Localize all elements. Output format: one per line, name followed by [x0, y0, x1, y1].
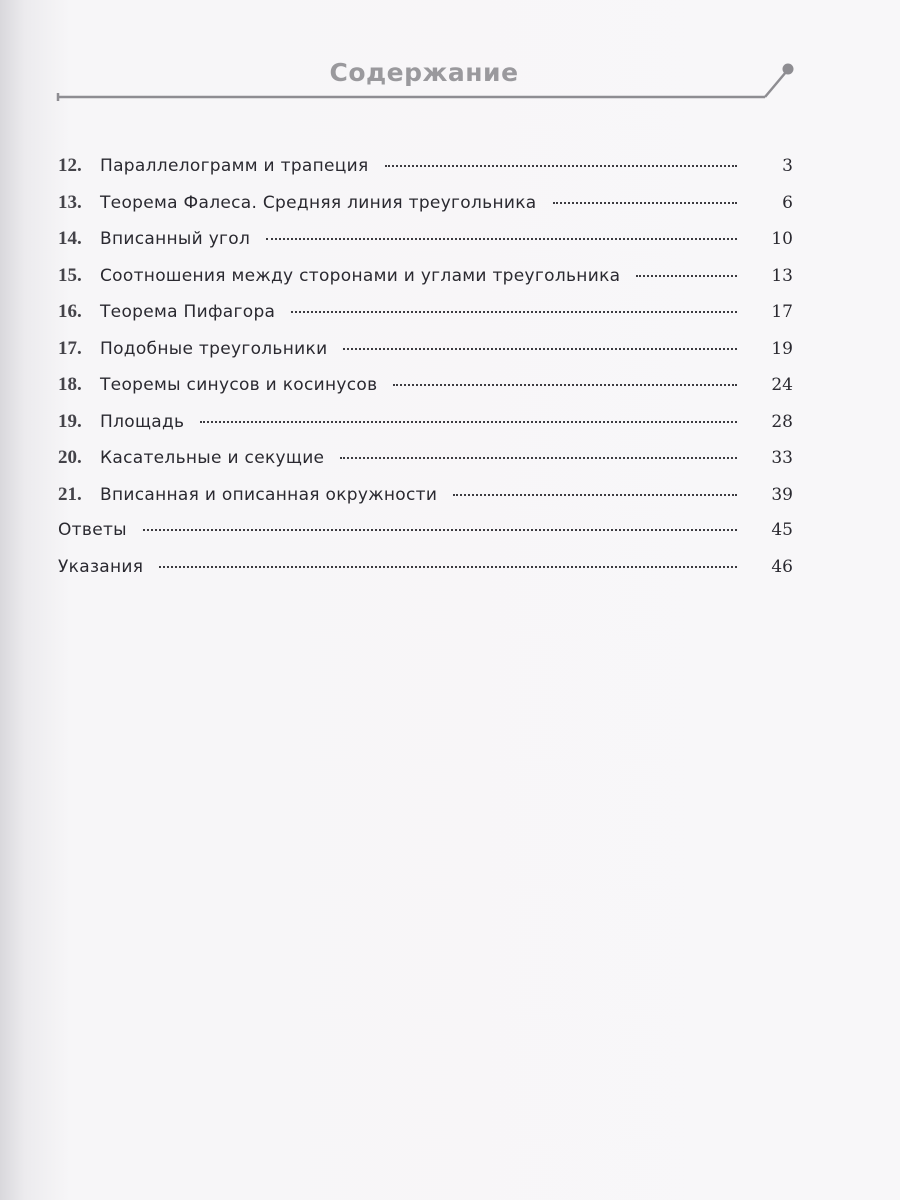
toc-entry-number: 17.	[58, 337, 82, 359]
toc-entry-page-number: 6	[782, 192, 793, 213]
page-header	[0, 0, 900, 130]
dot-leader	[343, 348, 737, 350]
toc-entry[interactable]	[58, 374, 793, 411]
toc-entry-page-number: 17	[771, 302, 793, 322]
toc-entry-title: Площадь	[100, 411, 185, 432]
toc-entry[interactable]	[58, 338, 793, 375]
toc-entry-title: Вписанный угол	[100, 229, 251, 249]
toc-entry-page-number: 45	[771, 520, 793, 540]
toc-entry-number: 14.	[58, 228, 82, 249]
toc-entry-page-number: 13	[771, 265, 793, 286]
toc-entry-page-number: 46	[771, 556, 793, 577]
toc-entry-title: Теоремы синусов и косинусов	[100, 375, 378, 395]
dot-leader	[159, 566, 737, 568]
toc-entry-title: Теорема Пифагора	[100, 302, 276, 322]
toc-entry[interactable]	[58, 155, 793, 192]
toc-entry-page-number: 39	[771, 484, 793, 505]
toc-entry-number: 18.	[58, 374, 82, 395]
page-title: Содержание	[329, 58, 519, 87]
table-of-contents	[58, 155, 793, 593]
toc-entry-title: Вписанная и описанная окружности	[100, 484, 438, 505]
toc-entry[interactable]	[58, 557, 793, 594]
toc-entry[interactable]	[58, 411, 793, 448]
toc-entry-page-number: 33	[771, 448, 793, 468]
toc-entry-title: Параллелограмм и трапеция	[100, 156, 369, 176]
toc-entry[interactable]	[58, 520, 793, 557]
dot-leader	[340, 457, 737, 459]
toc-entry-page-number: 28	[771, 411, 793, 432]
toc-entry-page-number: 3	[782, 156, 793, 176]
toc-entry-number: 21.	[58, 483, 82, 505]
toc-entry[interactable]	[58, 265, 793, 302]
toc-entry[interactable]	[58, 447, 793, 484]
toc-entry-title: Ответы	[58, 520, 127, 540]
toc-entry-title: Касательные и секущие	[100, 448, 325, 468]
toc-entry-title: Указания	[58, 556, 144, 577]
dot-leader	[636, 275, 737, 277]
dot-leader	[385, 165, 737, 167]
toc-entry-page-number: 10	[771, 229, 793, 249]
dot-leader	[453, 494, 737, 496]
dot-leader	[291, 311, 737, 313]
toc-entry[interactable]	[58, 484, 793, 521]
dot-leader	[393, 384, 737, 386]
toc-entry[interactable]	[58, 301, 793, 338]
toc-entry-number: 15.	[58, 264, 82, 286]
dot-leader	[266, 238, 737, 240]
toc-entry-number: 12.	[58, 155, 82, 176]
toc-entry-title: Соотношения между сторонами и углами треугольника	[100, 265, 621, 286]
toc-entry-number: 19.	[58, 410, 82, 432]
toc-entry-title: Теорема Фалеса. Средняя линия треугольника	[100, 192, 537, 213]
dot-leader	[143, 529, 737, 531]
toc-entry-number: 20.	[58, 447, 82, 468]
toc-entry-title: Подобные треугольники	[100, 338, 328, 359]
toc-entry-page-number: 19	[771, 338, 793, 359]
toc-entry-page-number: 24	[771, 375, 793, 395]
toc-entry[interactable]	[58, 228, 793, 265]
toc-entry[interactable]	[58, 192, 793, 229]
toc-entry-number: 16.	[58, 301, 82, 322]
dot-leader	[200, 421, 737, 423]
toc-entry-number: 13.	[58, 191, 82, 213]
dot-leader	[553, 202, 737, 204]
